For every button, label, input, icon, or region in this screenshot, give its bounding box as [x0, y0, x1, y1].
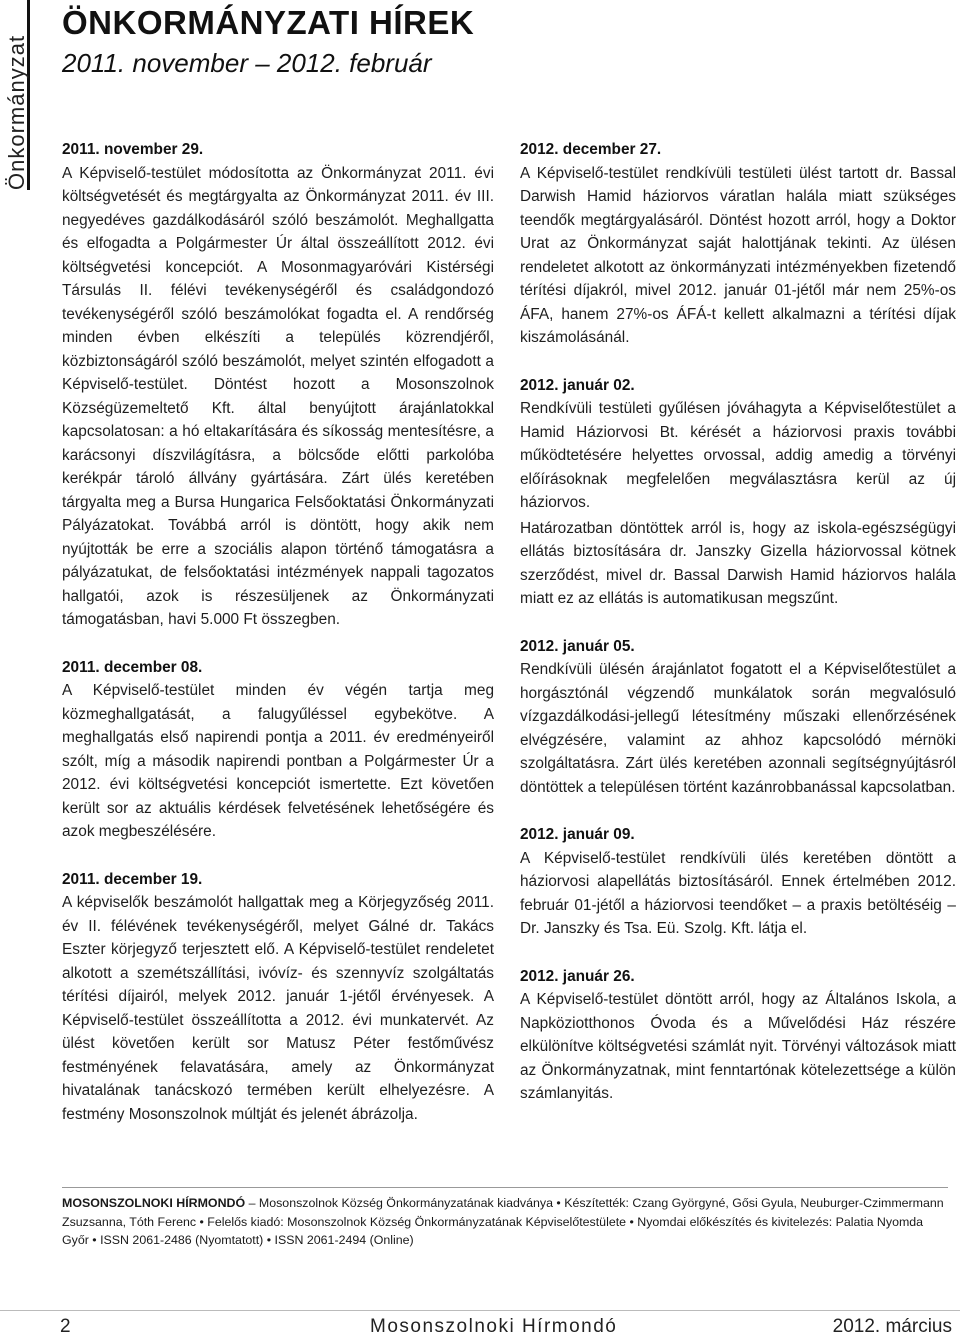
entry-text: A Képviselő-testület rendkívüli testületi ülést tartott dr. Bassal Darwish Hamid háziorvos váratlan halála miatt szükséges teendők megtárgyalásáról. Döntést hozott arról, hogy a Doktor Urat az Önkormányzat saját halottjának tekinti. Az ülésen rendeletet alkotott az önkormányzati intézményekben fizetendő térítési díjakról, mivel 2012. január 01-jétől már nem 25%-os ÁFA, hanem 27%-os ÁFÁ-t kellett alkalmazni a térítési díjak kiszámolásánál. [520, 164, 956, 346]
page-title: ÖNKORMÁNYZATI HÍREK [62, 4, 475, 41]
entry-date: 2012. január 05. [520, 637, 635, 655]
issue-date: 2012. március [832, 1316, 952, 1337]
entry-text: Határozatban döntöttek arról is, hogy az iskola-egészségügyi ellátás biztosítására dr. Janszky Gizella háziorvossal kötnek szerződést, mivel dr. Bassal Darwish Hamid háziorvos halála miatt ez az ellátás is automatikusan megszűnt. [520, 519, 956, 607]
bottom-divider [0, 1310, 960, 1311]
news-entry [520, 965, 956, 1106]
entry-date: 2012. január 26. [520, 967, 635, 985]
right-column [520, 138, 956, 1130]
imprint-text: – Mosonszolnok Község Önkormányzatának kiadványa • Készítették: Czang Györgyné, Gősi Gyula, Neuburger-Czimmermann Zsuzsanna, Tóth Ferenc • Felelős kiadó: Mosonszolnok Község Önkormányzatának Képviselőtestülete • Nyomdai előkészítés és kivitelezés: Palatia Nyomda Győr • ISSN 2061-2486 (Nyomtatott) • ISSN 2061-2494 (Online) [62, 1196, 944, 1247]
entry-text: Rendkívüli testületi gyűlésen jóváhagyta a Képviselőtestület a Hamid Háziorvosi Bt. kérését a háziorvosi praxis további működtetésére helyettes orvossal, addig amedig a törvényi előírásoknak megfelelően megválasztásra kerül az új háziorvos. [520, 400, 956, 511]
imprint-box [62, 1194, 952, 1250]
entry-text: A Képviselő-testület rendkívüli ülés keretében döntött a háziorvosi alapellátás biztosításáról. Ennek értelmében 2012. február 01-jétől a háziorvosi teendőket – a praxis betöltéséig – Dr. Janszky és Tsa. Eü. Szolg. Kft. látja el. [520, 849, 956, 937]
entry-text: Rendkívüli ülésén árajánlatot fogatott el a Képviselőtestület a horgásztónál végzendő munkálatok során megvalósuló vízgazdálkodási-jellegű létesítmény műszaki ellenőrzésének elvégzésére, valamint az ahhoz kapcsolódó mérnöki szolgáltatásra. Zárt ülés keretében azonnali segítségnyújtásról döntöttek a településen történt kazánrobbanással kapcsolatban. [520, 661, 956, 796]
left-column [62, 138, 494, 1150]
news-entry [62, 868, 494, 1127]
footer-divider [62, 1187, 948, 1188]
publication-name: MOSONSZOLNOKI HÍRMONDÓ [62, 1196, 246, 1210]
page-subtitle: 2011. november – 2012. február [62, 48, 432, 78]
entry-date: 2011. december 08. [62, 658, 203, 676]
entry-text: A Képviselő-testület módosította az Önkormányzat 2011. évi költségvetését és megtárgyalta az Önkormányzat 2011. év III. negyedéves gazdálkodásáról szóló beszámolót. Meghallgatta és elfogadta a Polgármester Úr által összeállított 2012. évi költségvetési koncepciót. A Mosonmagyaróvári Kistérségi Társulás II. félévi tevékenységéről és családgondozó tevékenységéről szóló beszámolókat fogadta el. A rendőrség minden évben elkészíti a település közrendjéről, közbiztonságáról szóló beszámolót, melyet szintén elfogadott a Képviselő-testület. Döntést hozott a Mosonszolnok Községüzemeltető Kft. által benyújtott árajánlatokkal kapcsolatosan: a hó eltakarítására és síkosság mentesítésre, a karácsonyi díszvilágításra, a bölcsőde előtti parkolóba kerékpár tároló állvány gyártására. Zárt ülés keretében tárgyalta meg a Bursa Hungarica Felsőoktatási Önkormányzati Pályázatokat. Továbbá arról is döntött, hogy akik nem nyújtották be erre a szociális alapon történő támogatásra a pályázatukat, de felsőoktatási intézmények nappali tagozatos hallgatói, azok is részesüljenek az Önkormányzati támogatásban, havi 5.000 Ft összegben. [62, 164, 494, 628]
page-number: 2 [60, 1316, 71, 1337]
section-label: Önkormányzat [4, 34, 29, 190]
news-entry [520, 138, 956, 350]
news-entry [520, 823, 956, 941]
entry-date: 2011. december 19. [62, 870, 203, 888]
journal-name: Mosonszolnoki Hírmondó [370, 1316, 618, 1337]
entry-date: 2012. december 27. [520, 141, 662, 158]
entry-text: A Képviselő-testület minden év végén tartja meg közmeghallgatását, a falugyűléssel egybekötve. A meghallgatás első napirendi pontja a 2011. év eredményeiről szólt, míg a második napirendi pontban a Polgármester Úr a 2012. évi költségvetési koncepciót ismertette. Ezt követően került sor az aktuális kérdések felvetésének lehetőségére és azok megbeszélésére. [62, 682, 494, 840]
news-entry [520, 374, 956, 611]
news-entry [520, 635, 956, 800]
entry-date: 2012. január 09. [520, 826, 635, 843]
news-entry [62, 656, 494, 844]
entry-date: 2011. november 29. [62, 141, 204, 158]
entry-text: A Képviselő-testület döntött arról, hogy az Általános Iskola, a Napköziotthonos Óvoda és a Művelődési Ház részére elkülönítve költségvetési számlát nyit. Törvényi változások miatt az Önkormányzatnak, mint fenntartónak kötelezettsége a külön számlanyitás. [520, 991, 956, 1102]
masthead [62, 4, 474, 79]
entry-date: 2012. január 02. [520, 376, 635, 394]
news-entry [62, 138, 494, 632]
entry-text: A képviselők beszámolót hallgattak meg a Körjegyzőség 2011. év II. félévének tevékenységéről, melyet Gálné dr. Takács Eszter körjegyző terjesztett elő. A Képviselő-testület rendeletet alkotott a szemétszállítási, ivóvíz- és szennyvíz szolgáltatás térítési díjairól, melyek 2012. január 1-jétől érvényesek. A Képviselő-testület összeállította a 2012. évi munkatervét. Az ülést követően került sor Matusz Péter festőművész festményének felavatására, amely az Önkormányzat hivatalának tanácskozó termében került elhelyezésre. A festmény Mosonszolnok múltját és jelenét ábrázolja. [62, 894, 494, 1123]
